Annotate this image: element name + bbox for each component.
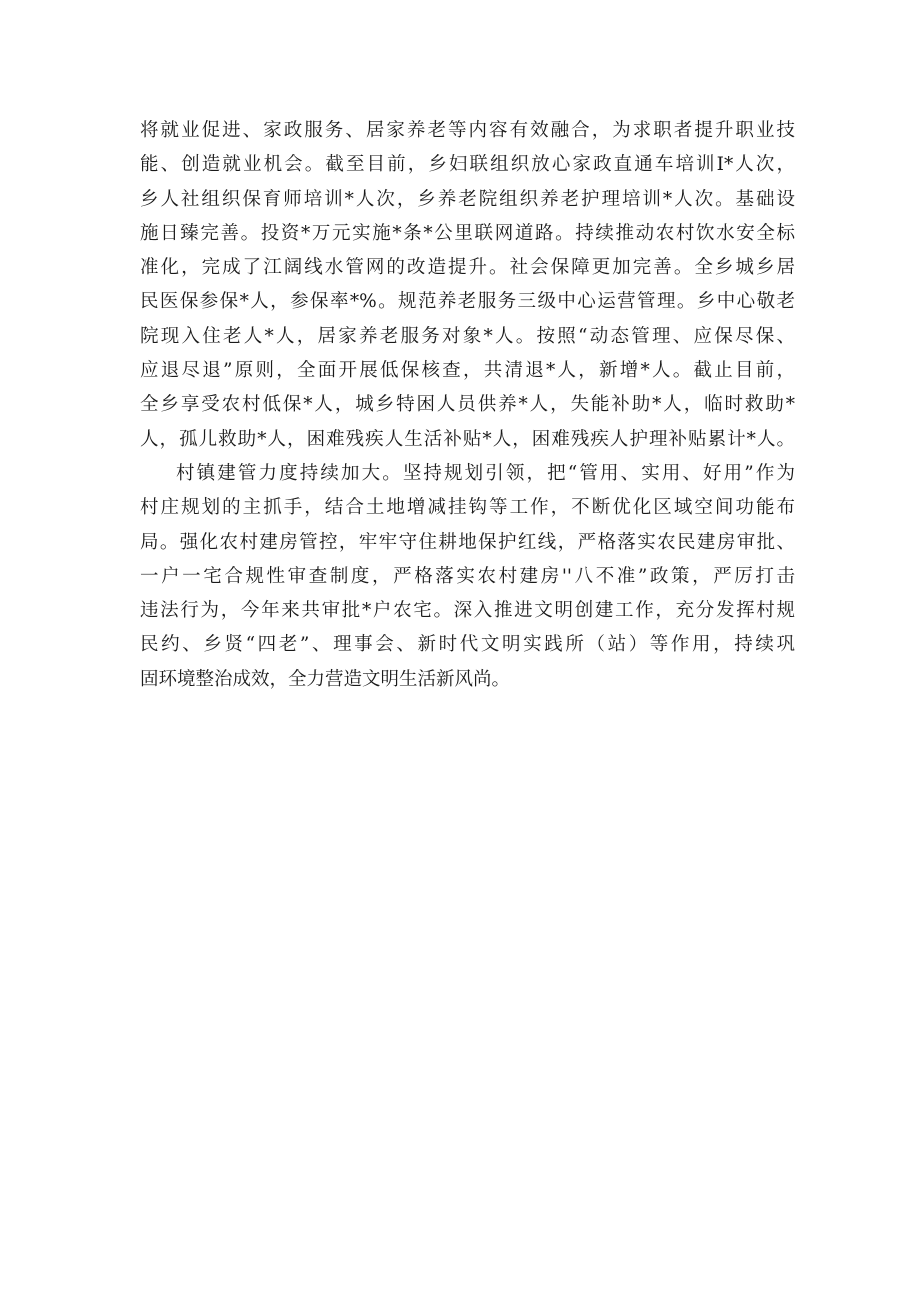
text-line: 民约、乡贤“四老”、理事会、新时代文明实践所（站）等作用，持续巩	[140, 634, 795, 656]
text-line: 准化，完成了江阔线水管网的改造提升。社会保障更加完善。全乡城乡居	[140, 257, 795, 279]
text-line: 院现入住老人*人，居家养老服务对象*人。按照“动态管理、应保尽保、	[140, 325, 795, 347]
text-line: 全乡享受农村低保*人，城乡特困人员供养*人，失能补助*人，临时救助*	[140, 394, 795, 416]
paragraph-employment-social-security	[140, 114, 795, 457]
text-line: 固环境整治成效，全力营造文明生活新风尚。	[140, 668, 511, 690]
text-line: 一户一宅合规性审查制度，严格落实农村建房''八不准”政策，严厉打击	[140, 565, 795, 587]
text-line: 施日臻完善。投资*万元实施*条*公里联网道路。持续推动农村饮水安全标	[140, 222, 795, 244]
paragraph-village-construction	[140, 457, 795, 697]
text-line: 局。强化农村建房管控，牢牢守住耕地保护红线，严格落实农民建房审批、	[140, 531, 795, 553]
text-line: 应退尽退”原则，全面开展低保核查，共清退*人，新增*人。截止目前，	[140, 360, 795, 382]
text-line: 村镇建管力度持续加大。坚持规划引领，把“管用、实用、好用”作为	[176, 462, 795, 484]
document-body	[140, 114, 795, 697]
text-line: 人，孤儿救助*人，困难残疾人生活补贴*人，困难残疾人护理补贴累计*人。	[140, 428, 795, 450]
text-line: 村庄规划的主抓手，结合土地增减挂钩等工作，不断优化区域空间功能布	[140, 497, 795, 519]
text-line: 将就业促进、家政服务、居家养老等内容有效融合，为求职者提升职业技	[140, 120, 795, 141]
text-line: 民医保参保*人，参保率*%。规范养老服务三级中心运营管理。乡中心敬老	[140, 291, 795, 313]
text-line: 违法行为，今年来共审批*户农宅。深入推进文明创建工作，充分发挥村规	[140, 600, 795, 622]
text-line: 能、创造就业机会。截至目前，乡妇联组织放心家政直通车培训I*人次，	[140, 154, 795, 176]
text-line: 乡人社组织保育师培训*人次，乡养老院组织养老护理培训*人次。基础设	[140, 188, 795, 210]
